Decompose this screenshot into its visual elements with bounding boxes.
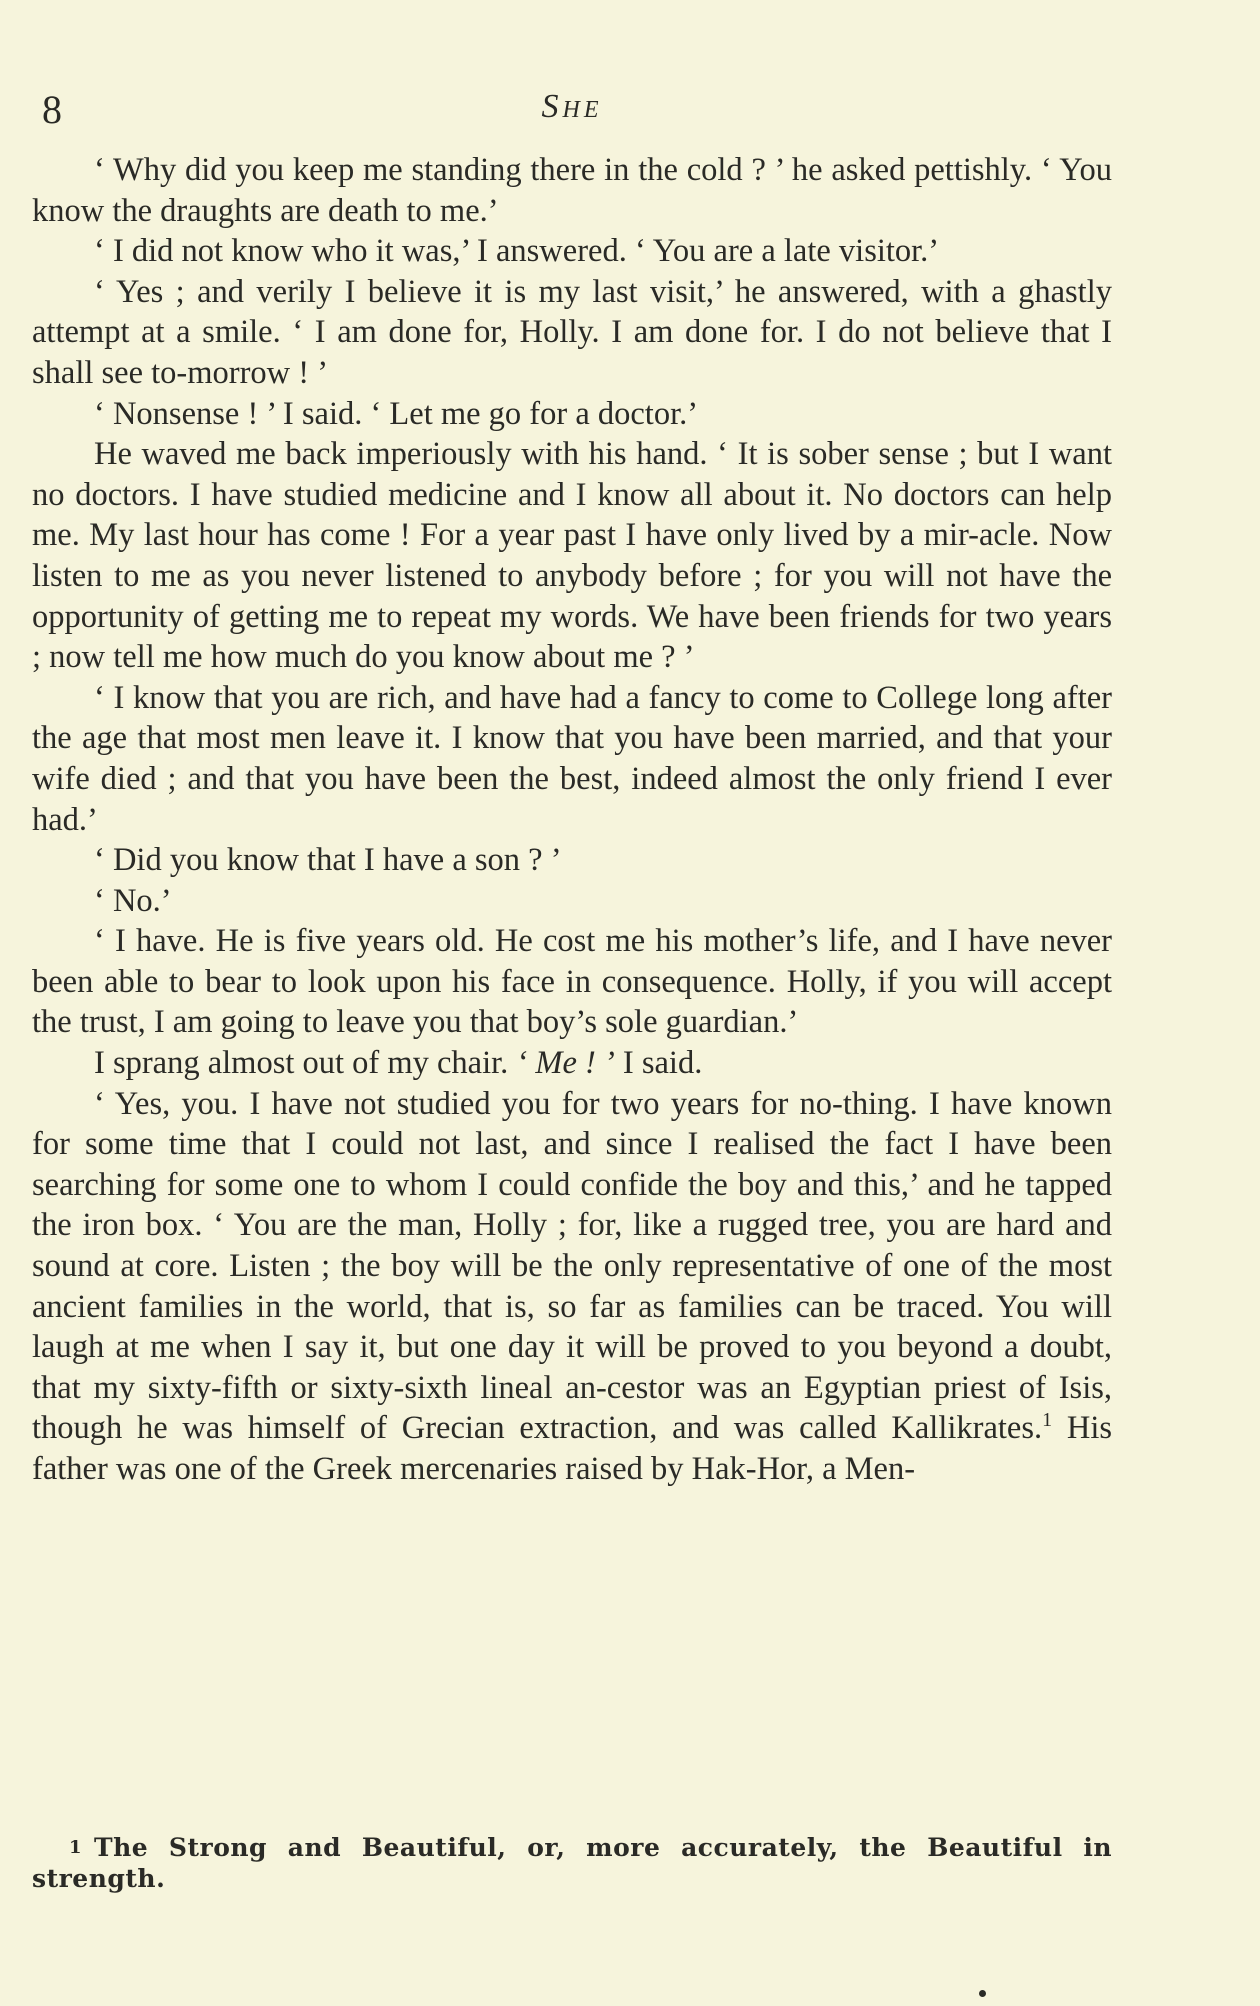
footnote-text: The Strong and Beautiful, or, more accurately, the Beautiful in strength. <box>32 1833 1112 1893</box>
paragraph: ‘ I did not know who it was,’ I answered. ‘ You are a late visitor.’ <box>94 233 940 270</box>
paragraph-me <box>32 1043 1112 1084</box>
paragraph: He waved me back imperiously with his hand. ‘ It is sober sense ; but I want no doctors. I have studied medicine and I know all about it. No doctors can help me. My last hour has come ! For a year past I have only lived by a mir-acle. Now listen to me as you never listened to anybody before ; for you will not have the opportunity of getting me to repeat my words. We have been friends for two years ; now tell me how much do you know about me ? ’ <box>32 436 1112 676</box>
paragraph-text: I said. <box>614 1045 703 1082</box>
printer-mark <box>979 1990 986 1997</box>
italic-exclamation: ‘ Me ! ’ <box>516 1045 615 1082</box>
page-number: 8 <box>42 87 62 132</box>
paragraph: ‘ Nonsense ! ’ I said. ‘ Let me go for a doctor.’ <box>94 395 699 432</box>
page-header <box>32 0 1112 140</box>
footnote <box>32 1832 1112 1894</box>
paragraph-text: I sprang almost out of my chair. <box>94 1045 517 1082</box>
paragraph-text: His father was one of the Greek mercenaries raised by Hak-Hor, a Men- <box>32 1410 1112 1487</box>
paragraph-last <box>32 1084 1112 1490</box>
paragraph: ‘ I know that you are rich, and have had a fancy to come to College long after the age that most men leave it. I know that you have been married, and that your wife died ; and that you have been the best, indeed almost the only friend I ever had.’ <box>32 679 1112 838</box>
footnote-reference: 1 <box>1042 1409 1053 1432</box>
book-page <box>32 0 1112 2006</box>
running-title: She <box>541 88 603 125</box>
body-text <box>32 150 1112 1490</box>
paragraph: ‘ Why did you keep me standing there in the cold ? ’ he asked pettishly. ‘ You know the draughts are death to me.’ <box>32 152 1112 229</box>
paragraph: ‘ No.’ <box>94 882 172 919</box>
paragraph: ‘ Yes ; and verily I believe it is my last visit,’ he answered, with a ghastly attempt at a smile. ‘ I am done for, Holly. I am done for. I do not believe that I shall see to-morrow ! ’ <box>32 273 1112 391</box>
footnote-marker: 1 <box>68 1837 82 1858</box>
paragraph: ‘ Did you know that I have a son ? ’ <box>94 842 562 879</box>
paragraph: ‘ I have. He is five years old. He cost me his mother’s life, and I have never been able to bear to look upon his face in consequence. Holly, if you will accept the trust, I am going to leave you that boy’s sole guardian.’ <box>32 923 1112 1041</box>
paragraph-text: ‘ Yes, you. I have not studied you for two years for no-thing. I have known for some time that I could not last, and since I realised the fact I have been searching for some one to whom I could confide the boy and this,’ and he tapped the iron box. ‘ You are the man, Holly ; for, like a rugged tree, you are hard and sound at core. Listen ; the boy will be the only representative of one of the most ancient families in the world, that is, so far as families can be traced. You will laugh at me when I say it, but one day it will be proved to you beyond a doubt, that my sixty-fifth or sixty-sixth lineal an-cestor was an Egyptian priest of Isis, though he was himself of Grecian extraction, and was called Kallikrates. <box>32 1085 1112 1447</box>
